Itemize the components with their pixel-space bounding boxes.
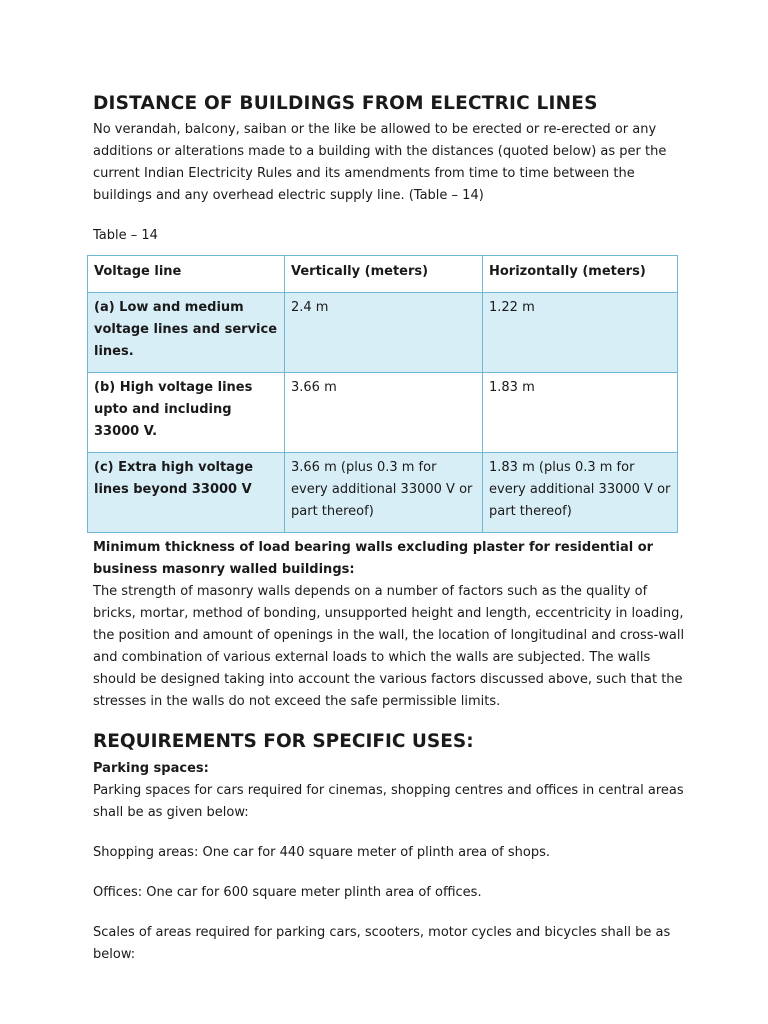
table-cell: 2.4 m	[285, 293, 483, 373]
table-header-cell: Voltage line	[88, 256, 285, 293]
walls-heading: Minimum thickness of load bearing walls excluding plaster for residential or business masonry walled buildings:	[93, 540, 654, 577]
table-header-row	[88, 256, 678, 293]
table-header-cell: Vertically (meters)	[285, 256, 483, 293]
table-caption: Table – 14	[93, 228, 158, 243]
table-cell: 1.83 m (plus 0.3 m for every additional 33000 V or part thereof)	[483, 453, 678, 533]
table-row	[88, 293, 678, 373]
intro-paragraph: No verandah, balcony, saiban or the like be allowed to be erected or re-erected or any additions or alterations made to a building with the distances (quoted below) as per the current Indian Electricity Rules and its amendments from time to time between the buildings and any overhead electric supply line. (Table – 14)	[93, 122, 667, 203]
table-header-cell: Horizontally (meters)	[483, 256, 678, 293]
offices-paragraph: Offices: One car for 600 square meter plinth area of offices.	[93, 885, 482, 900]
table-row	[88, 453, 678, 533]
parking-paragraph: Parking spaces for cars required for cinemas, shopping centres and offices in central areas shall be as given below:	[93, 783, 684, 820]
table-cell: (a) Low and medium voltage lines and service lines.	[88, 293, 285, 373]
table-cell: 3.66 m (plus 0.3 m for every additional 33000 V or part thereof)	[285, 453, 483, 533]
scales-paragraph: Scales of areas required for parking cars, scooters, motor cycles and bicycles shall be as below:	[93, 925, 671, 962]
table-row	[88, 373, 678, 453]
table-cell: (c) Extra high voltage lines beyond 33000 V	[88, 453, 285, 533]
table-cell: 3.66 m	[285, 373, 483, 453]
page-title: DISTANCE OF BUILDINGS FROM ELECTRIC LINES	[93, 93, 598, 114]
section-heading: REQUIREMENTS FOR SPECIFIC USES:	[93, 731, 474, 752]
table-cell: 1.22 m	[483, 293, 678, 373]
walls-paragraph: The strength of masonry walls depends on a number of factors such as the quality of bricks, mortar, method of bonding, unsupported height and length, eccentricity in loading, the position and amount of openings in the wall, the location of longitudinal and cross-wall and combination of various external loads to which the walls are subjected. The walls should be designed taking into account the various factors discussed above, such that the stresses in the walls do not exceed the safe permissible limits.	[93, 584, 685, 709]
table-cell: 1.83 m	[483, 373, 678, 453]
shopping-paragraph: Shopping areas: One car for 440 square meter of plinth area of shops.	[93, 845, 551, 860]
distance-table	[87, 255, 678, 533]
document-page	[93, 92, 685, 966]
parking-heading: Parking spaces:	[93, 761, 209, 776]
table-cell: (b) High voltage lines upto and including 33000 V.	[88, 373, 285, 453]
